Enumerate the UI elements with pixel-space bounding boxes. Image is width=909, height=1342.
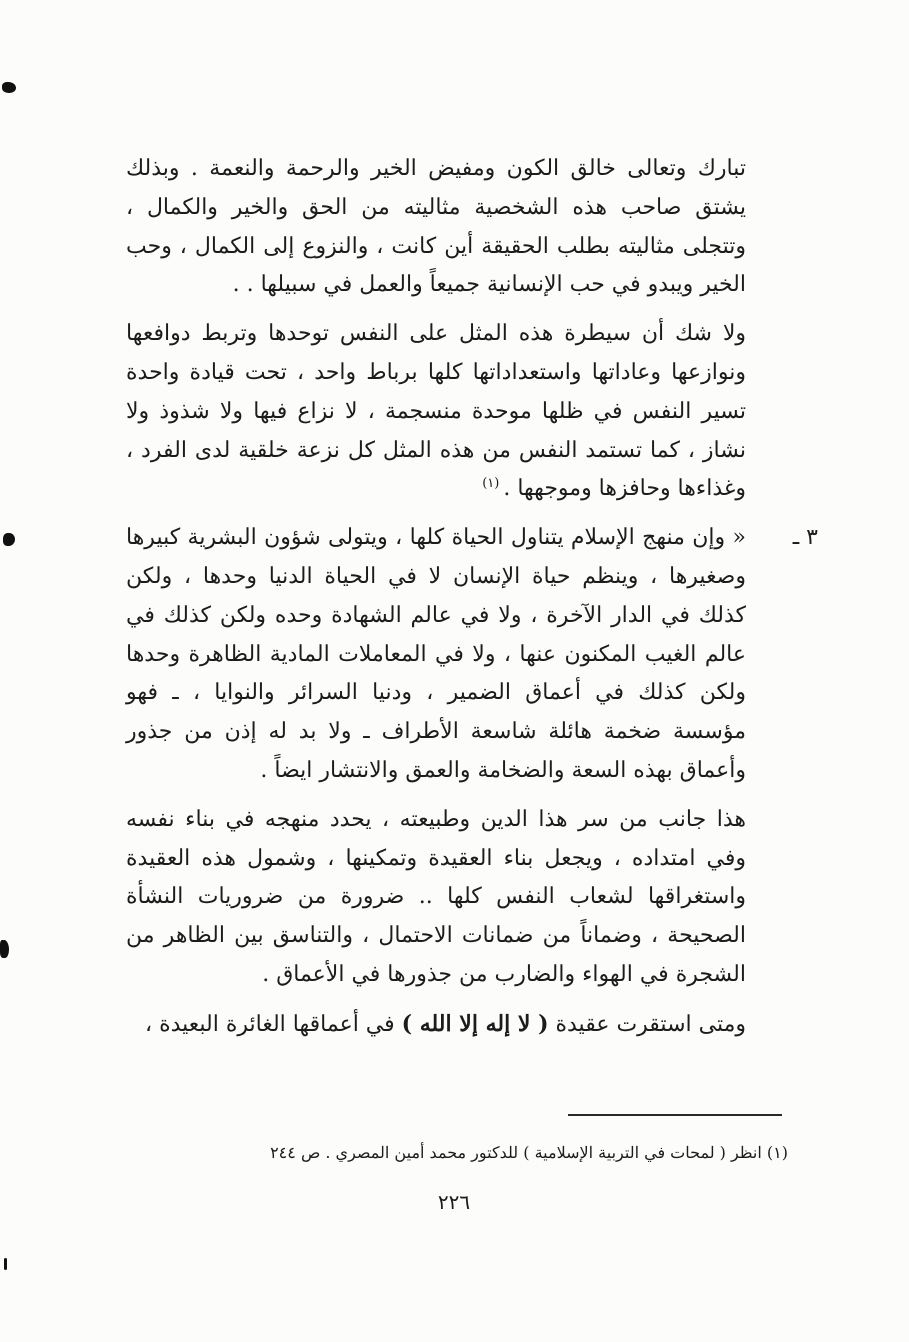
scan-speck-4 — [4, 1258, 7, 1270]
last-line-after: في أعماقها الغائرة البعيدة ، — [145, 1011, 395, 1037]
footnote-reference: (١) — [482, 476, 500, 492]
numbered-item-3 — [126, 519, 818, 791]
paragraph-2-text: ولا شك أن سيطرة هذه المثل على النفس توحدها وتربط دوافعها ونوازعها وعاداتها واستعداداتها كلها برباط واحد ، تحت قيادة واحدة تسير النفس في ظلها موحدة منسجمة ، لا نزاع فيها ولا شذوذ ولا نشاز ، كما تستمد النفس من هذه المثل كل نزعة خلقية لدى الفرد ، وغذاءها وحافزها وموجهها . — [126, 321, 746, 502]
last-line-before: ومتى استقرت عقيدة — [555, 1011, 746, 1037]
paragraph-1: تبارك وتعالى خالق الكون ومفيض الخير والرحمة والنعمة . وبذلك يشتق صاحب هذه الشخصية مثاليته من الحق والخير والكمال ، وتتجلى مثاليته بطلب الحقيقة أين كانت ، والنزوع إلى الكمال ، وحب الخير ويبدو في حب الإنسانية جميعاً والعمل في سبيلها . . — [126, 156, 746, 298]
item-number: ٣ ـ — [792, 525, 818, 551]
paragraph-4: هذا جانب من سر هذا الدين وطبيعته ، يحدد منهجه في بناء نفسه وفي امتداده ، ويجعل بناء العقيدة وتمكينها ، وشمول هذه العقيدة واستغراقها لشعاب النفس كلها .. ضرورة من ضروريات النشأة الصحيحة ، وضماناً من ضمانات الاحتمال ، والتناسق بين الظاهر من الشجرة في الهواء والضارب من جذورها في الأعماق . — [126, 806, 746, 987]
main-text-block — [126, 150, 818, 1055]
numbered-item-text: « وإن منهج الإسلام يتناول الحياة كلها ، ويتولى شؤون البشرية كبيرها وصغيرها ، وينظم حياة الإنسان لا في الحياة الدنيا وحدها ، ولكن كذلك في الدار الآخرة ، ولا في عالم الشهادة وحده ولكن كذلك في عالم الغيب المكنون عنها ، ولا في المعاملات المادية الظاهرة وحدها ولكن كذلك في أعماق الضمير ، ودنيا السرائر والنوايا ، ـ فهو مؤسسة ضخمة هائلة شاسعة الأطراف ـ ولا بد له إذن من جذور وأعماق بهذه السعة والضخامة والعمق والانتشار ايضاً . — [126, 525, 746, 783]
scan-speck-2 — [3, 533, 15, 546]
footnote: (١) انظر ( لمحات في التربية الإسلامية ) للدكتور محمد أمين المصري . ص ٢٤٤ — [270, 1143, 788, 1162]
scan-speck-3 — [0, 940, 9, 958]
page-number: ٢٢٦ — [437, 1190, 471, 1214]
scan-speck-1 — [2, 82, 16, 93]
paragraph-5-start — [126, 1005, 746, 1045]
paragraph-2 — [126, 315, 746, 509]
shahada-phrase: ( لا إله إلا الله ) — [401, 1010, 549, 1037]
footnote-divider — [568, 1114, 782, 1116]
